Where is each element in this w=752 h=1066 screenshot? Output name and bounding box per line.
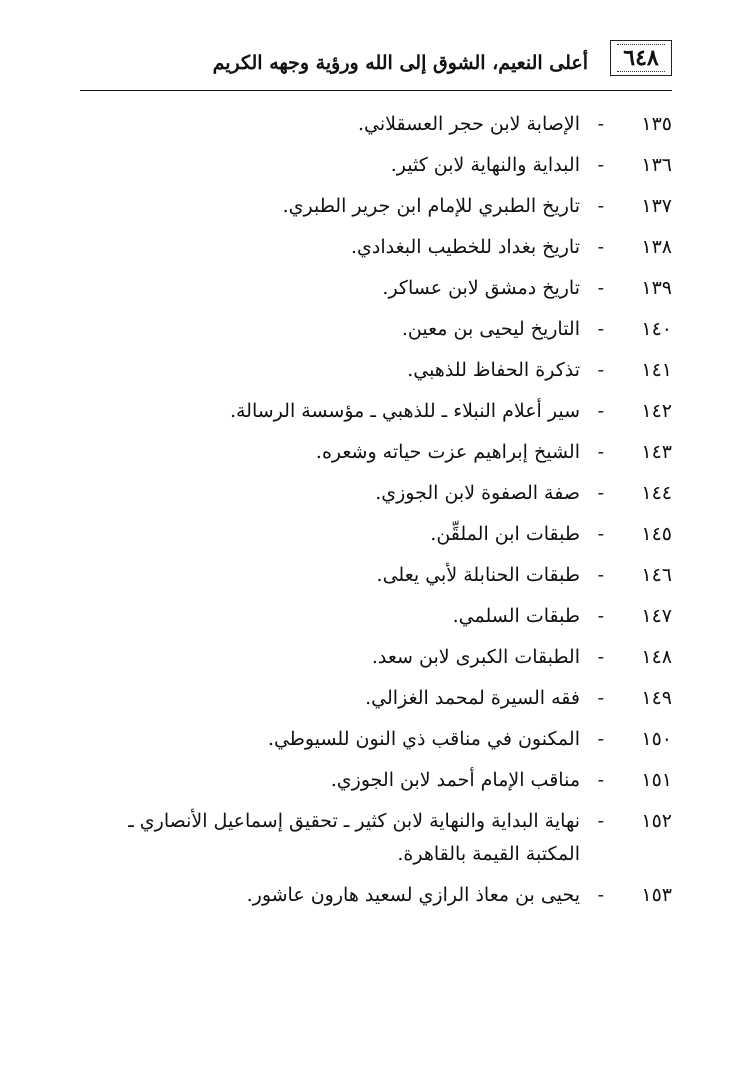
reference-entry: [72, 436, 672, 469]
reference-entry: [72, 149, 672, 182]
entry-separator: -: [597, 277, 604, 299]
entry-separator: -: [597, 236, 604, 258]
entry-number: ١٤٢: [641, 400, 672, 422]
entry-separator: -: [597, 154, 604, 176]
page-header: [80, 34, 672, 94]
reference-entry: [72, 600, 672, 633]
entry-separator: -: [597, 728, 604, 750]
reference-entry: [72, 231, 672, 264]
entry-text: طبقات السلمي.: [452, 605, 580, 627]
running-title: أعلى النعيم، الشوق إلى الله ورؤية وجهه الكريم: [212, 52, 588, 74]
entry-number: ١٤٥: [641, 523, 672, 545]
reference-entry: [72, 477, 672, 510]
entry-number: ١٤٠: [641, 318, 672, 340]
entry-text: المكنون في مناقب ذي النون للسيوطي.: [267, 728, 580, 750]
entry-separator: -: [597, 687, 604, 709]
entry-number: ١٣٧: [641, 195, 672, 217]
entry-text: سير أعلام النبلاء ـ للذهبي ـ مؤسسة الرسالة.: [229, 400, 580, 422]
entry-text: تذكرة الحفاظ للذهبي.: [407, 359, 580, 381]
entry-text: صفة الصفوة لابن الجوزي.: [375, 482, 580, 504]
entry-number: ١٤٤: [641, 482, 672, 504]
entry-separator: -: [597, 810, 604, 832]
page-number-box: [610, 40, 672, 76]
entry-text: نهاية البداية والنهاية لابن كثير ـ تحقيق إسماعيل الأنصاري ـ المكتبة القيمة بالقاهرة.: [128, 810, 580, 865]
entry-separator: -: [597, 113, 604, 135]
entry-number: ١٤٦: [641, 564, 672, 586]
reference-entry: [72, 518, 672, 551]
entry-separator: -: [597, 605, 604, 627]
reference-entry: [72, 805, 672, 871]
reference-entry: [72, 764, 672, 797]
reference-entry: [72, 108, 672, 141]
entry-number: ١٣٥: [641, 113, 672, 135]
entry-text: التاريخ ليحيى بن معين.: [401, 318, 580, 340]
entry-separator: -: [597, 195, 604, 217]
entry-text: تاريخ بغداد للخطيب البغدادي.: [350, 236, 580, 258]
entry-separator: -: [597, 646, 604, 668]
reference-entry: [72, 723, 672, 756]
entry-number: ١٤٧: [641, 605, 672, 627]
entry-separator: -: [597, 482, 604, 504]
reference-entry: [72, 354, 672, 387]
reference-entry: [72, 313, 672, 346]
entry-text: فقه السيرة لمحمد الغزالي.: [365, 687, 580, 709]
entry-separator: -: [597, 564, 604, 586]
entry-text: طبقات ابن الملقِّن.: [430, 523, 580, 545]
entry-number: ١٤١: [641, 359, 672, 381]
reference-entry: [72, 190, 672, 223]
entry-number: ١٤٨: [641, 646, 672, 668]
header-rule: [80, 90, 672, 91]
entry-number: ١٣٦: [641, 154, 672, 176]
entry-number: ١٣٩: [641, 277, 672, 299]
entry-number: ١٣٨: [641, 236, 672, 258]
entry-text: الشيخ إبراهيم عزت حياته وشعره.: [315, 441, 580, 463]
reference-entry: [72, 395, 672, 428]
reference-entry: [72, 682, 672, 715]
entry-number: ١٥٣: [641, 884, 672, 906]
entry-text: تاريخ الطبري للإمام ابن جرير الطبري.: [282, 195, 580, 217]
entry-number: ١٥٢: [641, 810, 672, 832]
page-number: ٦٤٨: [623, 45, 659, 71]
entry-separator: -: [597, 523, 604, 545]
entry-text: تاريخ دمشق لابن عساكر.: [382, 277, 580, 299]
entry-text: البداية والنهاية لابن كثير.: [390, 154, 580, 176]
entry-number: ١٥١: [641, 769, 672, 791]
entry-text: الطبقات الكبرى لابن سعد.: [371, 646, 580, 668]
entry-text: الإصابة لابن حجر العسقلاني.: [357, 113, 580, 135]
reference-entry: [72, 559, 672, 592]
entry-text: يحيى بن معاذ الرازي لسعيد هارون عاشور.: [246, 884, 580, 906]
entry-number: ١٤٣: [641, 441, 672, 463]
reference-entry: [72, 879, 672, 912]
entry-separator: -: [597, 359, 604, 381]
entry-text: مناقب الإمام أحمد لابن الجوزي.: [330, 769, 580, 791]
entry-text: طبقات الحنابلة لأبي يعلى.: [376, 564, 580, 586]
entry-separator: -: [597, 400, 604, 422]
entry-separator: -: [597, 884, 604, 906]
entry-separator: -: [597, 318, 604, 340]
reference-entry: [72, 641, 672, 674]
entry-number: ١٤٩: [641, 687, 672, 709]
entry-number: ١٥٠: [641, 728, 672, 750]
entry-separator: -: [597, 441, 604, 463]
reference-list: [72, 108, 672, 920]
entry-separator: -: [597, 769, 604, 791]
reference-entry: [72, 272, 672, 305]
